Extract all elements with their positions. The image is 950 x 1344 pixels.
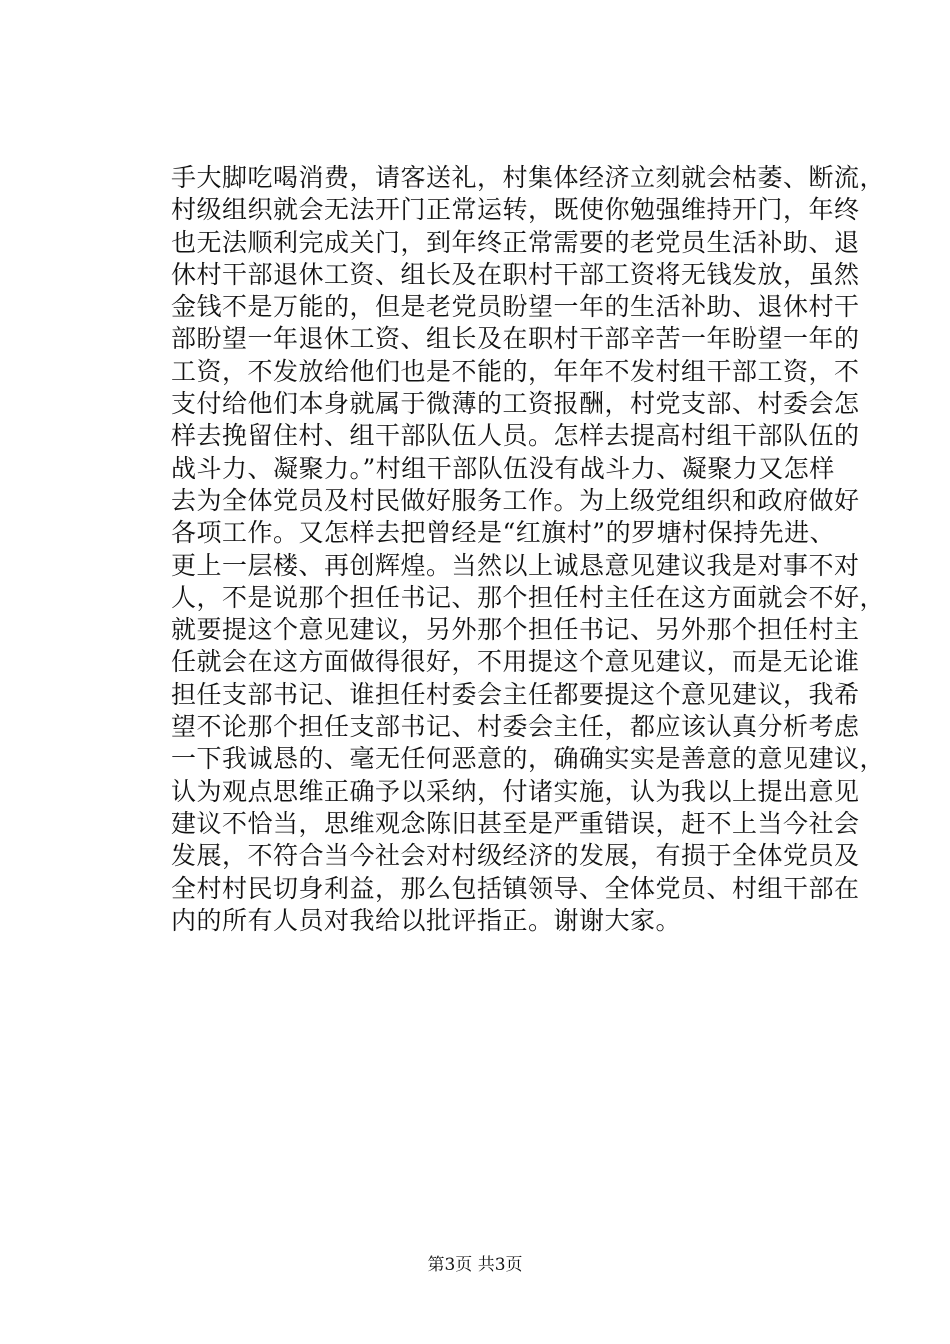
text-line: 担任支部书记、谁担任村委会主任都要提这个意见建议，我希 bbox=[171, 679, 860, 709]
text-line: 工资，不发放给他们也是不能的，年年不发村组干部工资，不 bbox=[171, 356, 860, 386]
text-line: 战斗力、凝聚力。”村组干部队伍没有战斗力、凝聚力又怎样 bbox=[171, 453, 835, 483]
text-line: 望不论那个担任支部书记、村委会主任，都应该认真分析考虑 bbox=[171, 712, 860, 742]
text-line: 也无法顺利完成关门，到年终正常需要的老党员生活补助、退 bbox=[171, 227, 860, 257]
text-line: 建议不恰当，思维观念陈旧甚至是严重错误，赶不上当今社会 bbox=[171, 808, 860, 838]
text-line: 发展，不符合当今社会对村级经济的发展，有损于全体党员及 bbox=[171, 841, 860, 871]
text-line: 休村干部退休工资、组长及在职村干部工资将无钱发放，虽然 bbox=[171, 259, 860, 289]
text-line: 部盼望一年退休工资、组长及在职村干部辛苦一年盼望一年的 bbox=[171, 324, 860, 354]
text-line: 一下我诚恳的、毫无任何恶意的，确确实实是善意的意见建议， bbox=[171, 744, 886, 774]
text-line: 更上一层楼、再创辉煌。当然以上诚恳意见建议我是对事不对 bbox=[171, 550, 860, 580]
text-line: 全村村民切身利益，那么包括镇领导、全体党员、村组干部在 bbox=[171, 873, 860, 903]
text-line: 支付给他们本身就属于微薄的工资报酬，村党支部、村委会怎 bbox=[171, 389, 860, 419]
text-line: 认为观点思维正确予以采纳，付诸实施，认为我以上提出意见 bbox=[171, 776, 860, 806]
text-line: 各项工作。又怎样去把曾经是“红旗村”的罗塘村保持先进、 bbox=[171, 518, 836, 548]
text-line: 村级组织就会无法开门正常运转，既使你勉强维持开门，年终 bbox=[171, 195, 860, 225]
text-line: 人，不是说那个担任书记、那个担任村主任在这方面就会不好， bbox=[171, 582, 886, 612]
text-line: 内的所有人员对我给以批评指正。谢谢大家。 bbox=[171, 905, 682, 935]
page-number-footer: 第3页 共3页 bbox=[427, 1255, 523, 1275]
text-line: 手大脚吃喝消费，请客送礼，村集体经济立刻就会枯萎、断流， bbox=[171, 163, 886, 192]
text-line: 就要提这个意见建议，另外那个担任书记、另外那个担任村主 bbox=[171, 615, 860, 645]
body-text bbox=[171, 162, 886, 937]
text-line: 任就会在这方面做得很好，不用提这个意见建议，而是无论谁 bbox=[171, 647, 860, 677]
text-line: 样去挽留住村、组干部队伍人员。怎样去提高村组干部队伍的 bbox=[171, 421, 860, 451]
text-line: 金钱不是万能的，但是老党员盼望一年的生活补助、退休村干 bbox=[171, 292, 860, 322]
text-line: 去为全体党员及村民做好服务工作。为上级党组织和政府做好 bbox=[171, 485, 860, 515]
